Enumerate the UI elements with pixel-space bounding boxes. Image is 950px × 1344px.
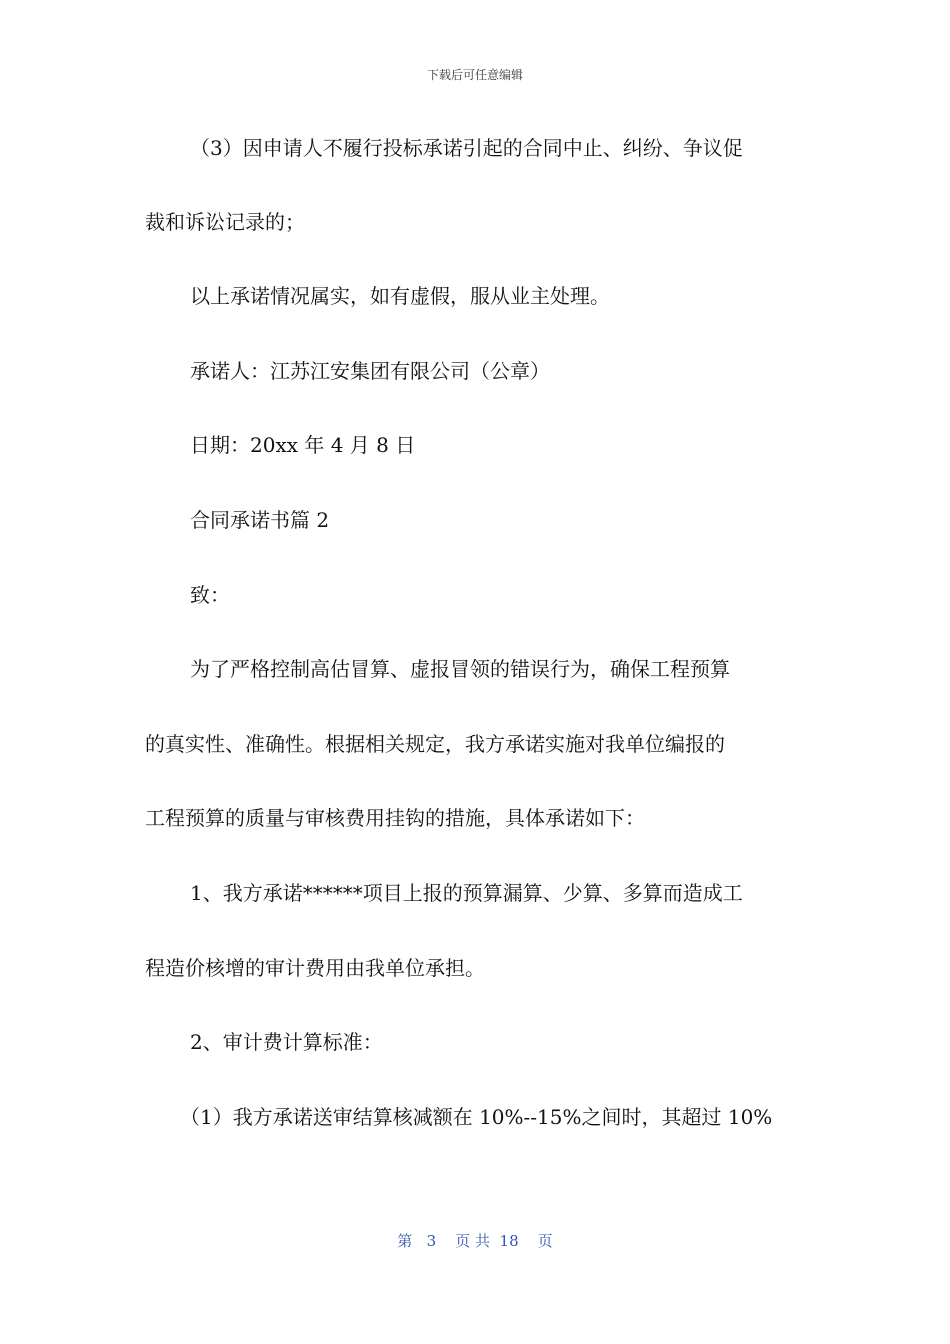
text-line: 程造价核增的审计费用由我单位承担。 [145, 956, 485, 980]
text-line: 致： [190, 583, 230, 607]
text-line: 2、审计费计算标准： [190, 1030, 383, 1054]
section-heading: 合同承诺书篇 2 [190, 508, 330, 532]
text-line: （3）因申请人不履行投标承诺引起的合同中止、纠纷、争议促 [190, 136, 743, 160]
text-line: 的真实性、准确性。根据相关规定，我方承诺实施对我单位编报的 [145, 732, 725, 756]
text-line: （1）我方承诺送审结算核减额在 10%--15%之间时，其超过 10% [180, 1105, 773, 1129]
text-line: 裁和诉讼记录的； [145, 210, 305, 234]
text-line: 工程预算的质量与审核费用挂钩的措施，具体承诺如下： [145, 806, 645, 830]
text-line: 日期：20xx 年 4 月 8 日 [190, 433, 416, 457]
text-line: 以上承诺情况属实，如有虚假，服从业主处理。 [190, 284, 610, 308]
text-line: 承诺人：江苏江安集团有限公司（公章） [190, 359, 550, 383]
text-line: 1、我方承诺******项目上报的预算漏算、少算、多算而造成工 [190, 881, 743, 905]
page-footer: 第 3 页 共 18 页 [397, 1232, 553, 1250]
text-line: 为了严格控制高估冒算、虚报冒领的错误行为，确保工程预算 [190, 657, 730, 681]
page-header: 下载后可任意编辑 [426, 68, 523, 82]
